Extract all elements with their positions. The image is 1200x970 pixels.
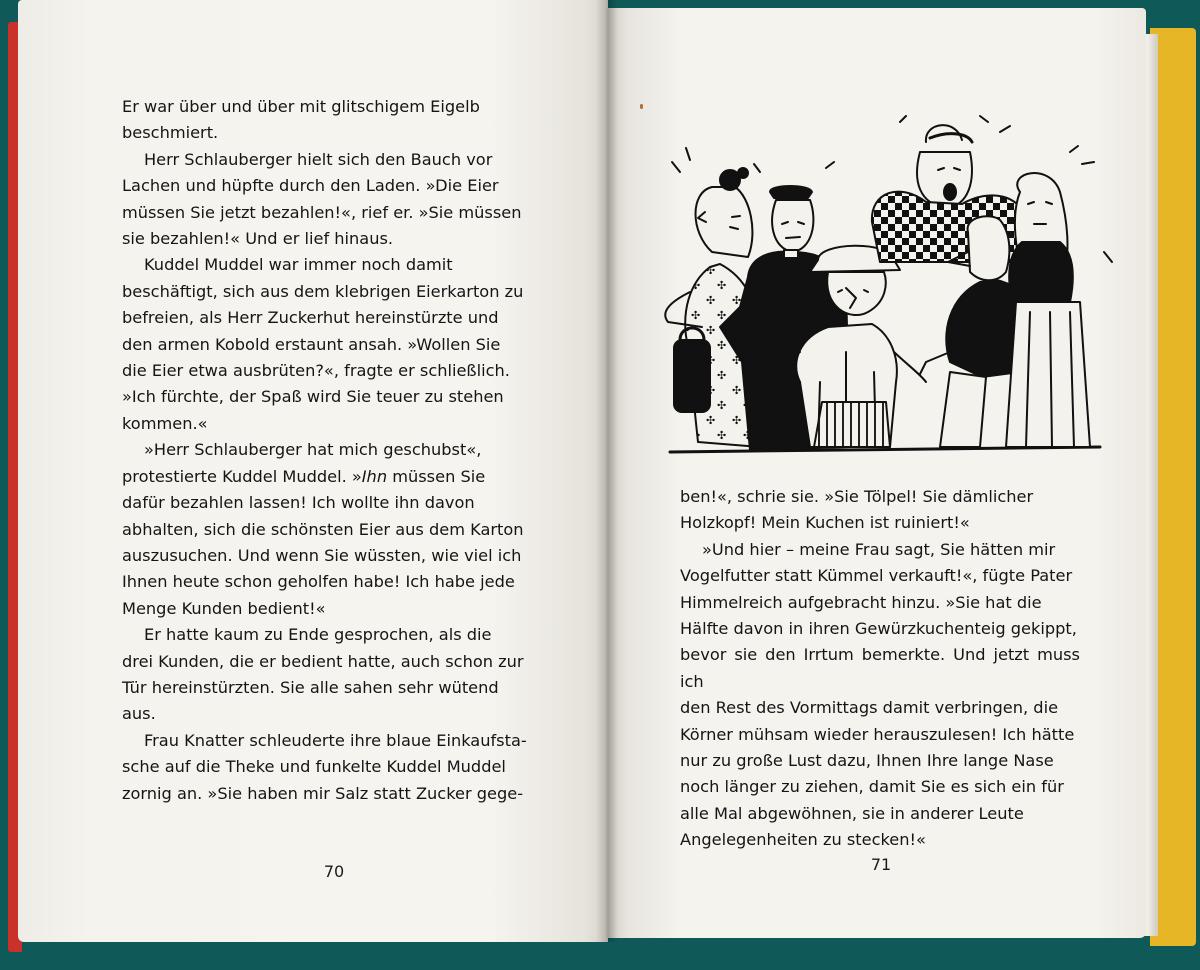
text-line: abhalten, sich die schönsten Eier aus dem Karton	[122, 519, 524, 539]
text-line: Ihnen heute schon geholfen habe! Ich habe jede	[122, 572, 515, 592]
text-line: Vogelfutter statt Kümmel verkauft!«, fügte Pater	[680, 566, 1073, 586]
text-line: dafür bezahlen lassen! Ich wollte ihn davon	[122, 493, 475, 513]
text-line: Angelegenheiten zu stecken!«	[680, 830, 926, 850]
paragraph	[680, 537, 1080, 854]
text-line: die Eier etwa ausbrüten?«, fragte er schließlich.	[122, 361, 510, 381]
text-line: Tür hereinstürzten. Sie alle sahen sehr wütend	[122, 677, 499, 697]
text-line: alle Mal abgewöhnen, sie in anderer Leute	[680, 803, 1024, 823]
text-line: noch länger zu ziehen, damit Sie es sich ein für	[680, 777, 1064, 797]
right-page-text	[680, 484, 1080, 854]
text-line: Herr Schlauberger hielt sich den Bauch vor	[144, 149, 493, 169]
page-number-right: 71	[870, 855, 892, 874]
text-line: Holzkopf! Mein Kuchen ist ruiniert!«	[680, 513, 970, 533]
text-line: »Ich fürchte, der Spaß wird Sie teuer zu stehen	[122, 387, 504, 407]
text-line: beschmiert.	[122, 123, 219, 143]
text-line: kommen.«	[122, 413, 208, 433]
text-line: müssen Sie jetzt bezahlen!«, rief er. »Sie müssen	[122, 202, 522, 222]
text-line: den Rest des Vormittags damit verbringen, die	[680, 698, 1059, 718]
book-gutter	[596, 0, 618, 942]
text-line: aus.	[122, 704, 156, 724]
text-line: Frau Knatter schleuderte ihre blaue Einkaufsta-	[144, 730, 527, 750]
illustration-angry-customers	[650, 112, 1120, 457]
text-line: den armen Kobold erstaunt ansah. »Wollen Sie	[122, 334, 501, 354]
left-page-text	[122, 94, 546, 807]
paragraph	[122, 94, 546, 147]
text-line: Menge Kunden bedient!«	[122, 598, 326, 618]
text-line: ben!«, schrie sie. »Sie Tölpel! Sie dämlicher	[680, 487, 1034, 506]
text-line: Hälfte davon in ihren Gewürzkuchenteig gekippt,	[680, 619, 1077, 639]
text-line: Himmelreich aufgebracht hinzu. »Sie hat die	[680, 592, 1042, 612]
text-line: Lachen und hüpfte durch den Laden. »Die Eier	[122, 176, 499, 196]
text-line: nur zu große Lust dazu, Ihnen Ihre lange Nase	[680, 751, 1054, 771]
text-line: Er war über und über mit glitschigem Eigelb	[122, 97, 480, 116]
text-line: Körner mühsam wieder herauszulesen! Ich hätte	[680, 724, 1075, 744]
page-number-left: 70	[323, 862, 345, 881]
text-line: befreien, als Herr Zuckerhut hereinstürzte und	[122, 308, 499, 328]
text-line: Kuddel Muddel war immer noch damit	[144, 255, 453, 275]
text-line: auszusuchen. Und wenn Sie wüssten, wie viel ich	[122, 545, 522, 565]
text-line: sie bezahlen!« Und er lief hinaus.	[122, 229, 394, 249]
paragraph	[122, 147, 546, 253]
paragraph	[122, 437, 546, 622]
text-line: sche auf die Theke und funkelte Kuddel Muddel	[122, 757, 506, 777]
text-line: bevor sie den Irrtum bemerkte. Und jetzt muss ich	[680, 645, 1080, 691]
paragraph	[680, 484, 1080, 537]
text-line: »Und hier – meine Frau sagt, Sie hätten mir	[702, 539, 1056, 559]
paragraph	[122, 728, 546, 807]
text-line: protestierte Kuddel Muddel. »Ihn müssen Sie	[122, 466, 486, 486]
text-line: Er hatte kaum zu Ende gesprochen, als die	[144, 625, 492, 645]
paragraph	[122, 252, 546, 437]
text-line: drei Kunden, die er bedient hatte, auch schon zur	[122, 651, 524, 671]
text-line: beschäftigt, sich aus dem klebrigen Eierkarton zu	[122, 281, 524, 301]
text-line: zornig an. »Sie haben mir Salz statt Zucker gege-	[122, 783, 524, 803]
paper-speck	[640, 104, 643, 109]
text-line: »Herr Schlauberger hat mich geschubst«,	[144, 440, 482, 460]
paragraph	[122, 622, 546, 728]
